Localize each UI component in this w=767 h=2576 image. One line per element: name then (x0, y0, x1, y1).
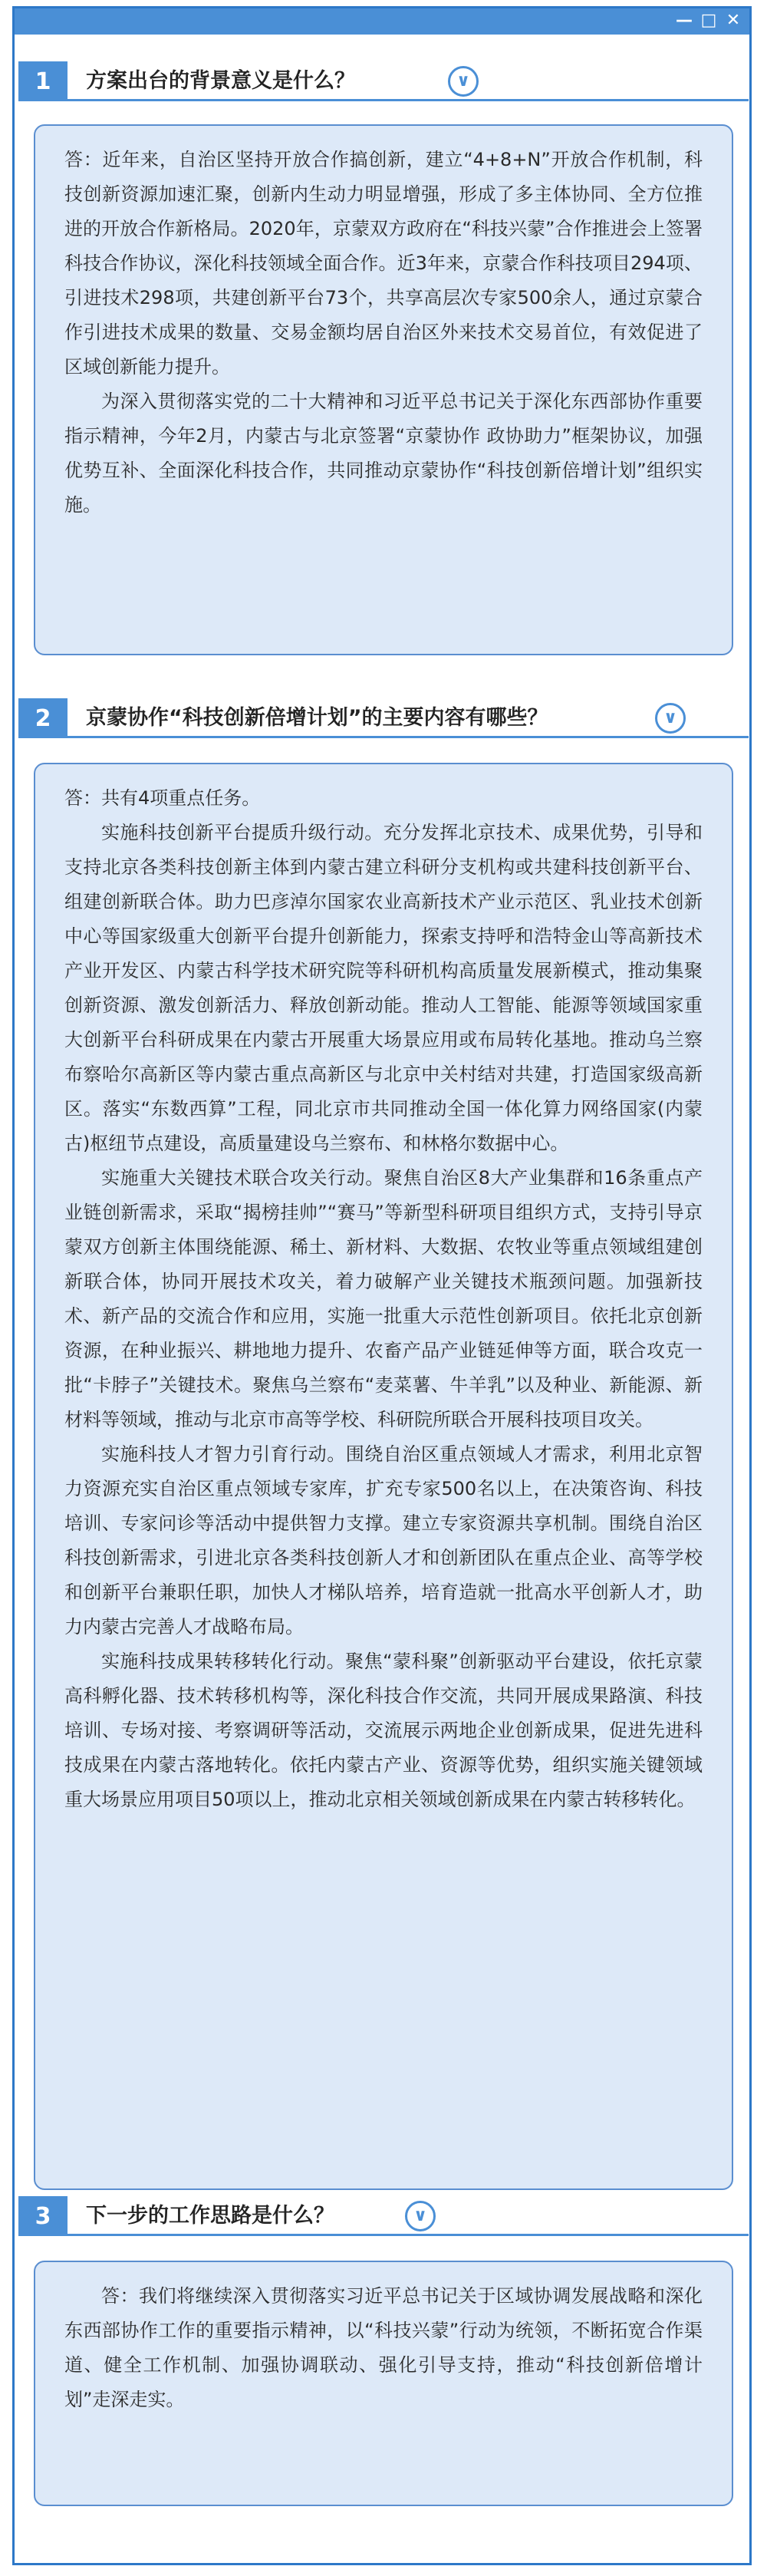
section-title-bar (67, 2196, 749, 2236)
section-title: 京蒙协作“科技创新倍增计划”的主要内容有哪些？ (86, 698, 553, 738)
window-titlebar (15, 8, 749, 35)
section-number: 1 (18, 61, 67, 101)
section-number: 2 (18, 698, 67, 738)
title-underline (67, 2234, 749, 2236)
section-title: 下一步的工作思路是什么？ (86, 2196, 339, 2236)
answer-paragraph: 实施科技成果转移转化行动。聚焦“蒙科聚”创新驱动平台建设，依托京蒙高科孵化器、技术转移机构等，深化科技合作交流，共同开展成果路演、科技培训、专场对接、考察调研等活动，交流展示两地企业创新成果，促进先进科技成果在内蒙古落地转化。依托内蒙古产业、资源等优势，组织实施关键领域重大场景应用项目50项以上，推动北京相关领域创新成果在内蒙古转移转化。 (64, 1651, 703, 1810)
section-1 (18, 58, 749, 104)
section-title-bar (67, 698, 749, 738)
answer-paragraph: 实施重大关键技术联合攻关行动。聚焦自治区8大产业集群和16条重点产业链创新需求，采取“揭榜挂帅”“赛马”等新型科研项目组织方式，支持引导京蒙双方创新主体围绕能源、稀土、新材料、大数据、农牧业等重点领域组建创新联合体，协同开展技术攻关，着力破解产业关键技术瓶颈问题。加强新技术、新产品的交流合作和应用，实施一批重大示范性创新项目。依托北京创新资源，在种业振兴、耕地地力提升、农畜产品产业链延伸等方面，联合攻克一批“卡脖子”关键技术。聚焦乌兰察布“麦菜薯、牛羊乳”以及种业、新能源、新材料等领域，推动与北京市高等学校、科研院所联合开展科技项目攻关。 (64, 1167, 703, 1430)
maximize-button[interactable]: □ (700, 11, 717, 30)
chevron-down-icon[interactable]: ∨ (655, 703, 686, 734)
title-underline (67, 736, 749, 738)
answer-paragraph: 实施科技人才智力引育行动。围绕自治区重点领域人才需求，利用北京智力资源充实自治区重点领域专家库，扩充专家500名以上，在决策咨询、科技培训、专家问诊等活动中提供智力支撑。建立专家资源共享机制。围绕自治区科技创新需求，引进北京各类科技创新人才和创新团队在重点企业、高等学校和创新平台兼职任职，加快人才梯队培养，培育造就一批高水平创新人才，助力内蒙古完善人才战略布局。 (64, 1443, 703, 1638)
answer-box-2 (34, 763, 733, 2190)
window-controls (674, 11, 743, 31)
answer-paragraph: 答：共有4项重点任务。 (64, 787, 261, 809)
answer-paragraph: 实施科技创新平台提质升级行动。充分发挥北京技术、成果优势，引导和支持北京各类科技创新主体到内蒙古建立科研分支机构或共建科技创新平台、组建创新联合体。助力巴彦淖尔国家农业高新技术产业示范区、乳业技术创新中心等国家级重大创新平台提升创新能力，探索支持呼和浩特金山等高新技术产业开发区、内蒙古科学技术研究院等科研机构高质量发展新模式，推动集聚创新资源、激发创新活力、释放创新动能。推动人工智能、能源等领域国家重大创新平台科研成果在内蒙古开展重大场景应用或布局转化基地。推动乌兰察布察哈尔高新区等内蒙古重点高新区与北京中关村结对共建，打造国家级高新区。落实“东数西算”工程，同北京市共同推动全国一体化算力网络国家(内蒙古)枢纽节点建设，高质量建设乌兰察布、和林格尔数据中心。 (64, 822, 703, 1154)
section-header (18, 58, 749, 104)
section-title: 方案出台的背景意义是什么？ (86, 61, 360, 101)
section-2 (18, 695, 749, 741)
answer-box-3 (34, 2261, 733, 2506)
section-header (18, 2193, 749, 2239)
title-underline (67, 99, 749, 101)
section-3 (18, 2193, 749, 2239)
section-number: 3 (18, 2196, 67, 2236)
section-header (18, 695, 749, 741)
close-button[interactable]: ✕ (726, 11, 741, 30)
answer-paragraph: 答：近年来，自治区坚持开放合作搞创新，建立“4+8+N”开放合作机制，科技创新资源加速汇聚，创新内生动力明显增强，形成了多主体协同、全方位推进的开放合作新格局。2020年，京蒙双方政府在“科技兴蒙”合作推进会上签署科技合作协议，深化科技领域全面合作。近3年来，京蒙合作科技项目294项、引进技术298项，共建创新平台73个，共享高层次专家500余人，通过京蒙合作引进技术成果的数量、交易金额均居自治区外来技术交易首位，有效促进了区域创新能力提升。 (64, 149, 703, 378)
chevron-down-icon[interactable]: ∨ (448, 66, 479, 97)
answer-paragraph: 为深入贯彻落实党的二十大精神和习近平总书记关于深化东西部协作重要指示精神，今年2月，内蒙古与北京签署“京蒙协作 政协助力”框架协议，加强优势互补、全面深化科技合作，共同推动京蒙协作“科技创新倍增计划”组织实施。 (64, 391, 703, 516)
minimize-button[interactable]: — (676, 11, 693, 30)
section-title-bar (67, 61, 749, 101)
answer-paragraph: 答：我们将继续深入贯彻落实习近平总书记关于区域协调发展战略和深化东西部协作工作的重要指示精神，以“科技兴蒙”行动为统领，不断拓宽合作渠道、健全工作机制、加强协调联动、强化引导支持，推动“科技创新倍增计划”走深走实。 (64, 2285, 703, 2410)
answer-box-1 (34, 124, 733, 655)
chevron-down-icon[interactable]: ∨ (405, 2201, 436, 2231)
